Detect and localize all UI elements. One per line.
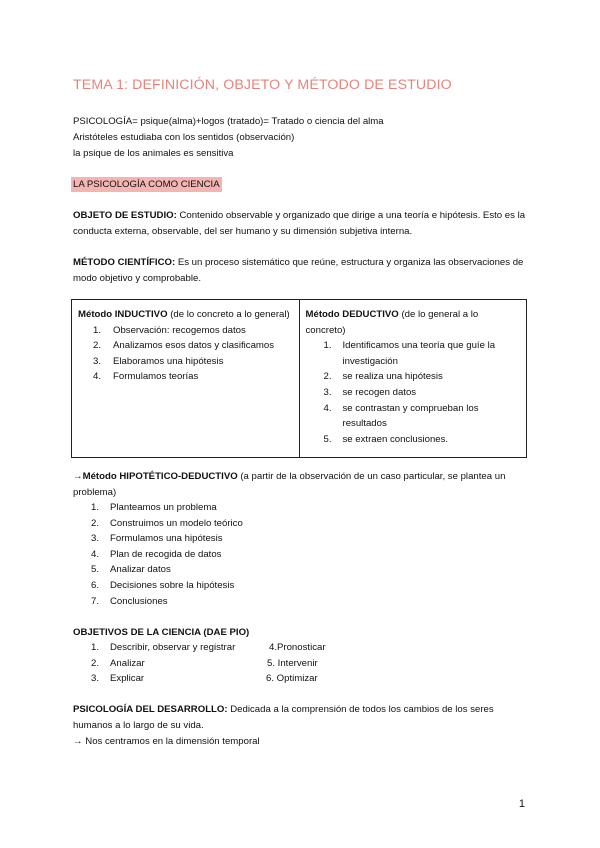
deductivo-heading xyxy=(306,307,521,338)
section-heading xyxy=(71,177,222,193)
desarrollo-label: PSICOLOGÍA DEL DESARROLLO: xyxy=(73,704,228,715)
list-item: 4. Plan de recogida de datos xyxy=(91,548,222,560)
list-item: 3. Explicar xyxy=(91,673,145,685)
objetivos-heading-label: OBJETIVOS DE LA CIENCIA (DAE PIO) xyxy=(73,627,250,638)
methods-table xyxy=(71,299,527,458)
inductivo-desc: (de lo concreto a lo general) xyxy=(167,309,290,320)
arrow-icon: → xyxy=(73,471,83,482)
list-item: 5. se extraen conclusiones. xyxy=(323,433,449,445)
list-item: 1. Planteamos un problema xyxy=(91,502,217,513)
list-item: 1. Describir, observar y registrar xyxy=(91,642,236,653)
objeto-label: OBJETO DE ESTUDIO: xyxy=(73,210,177,221)
objetivo-5: 5. Intervenir xyxy=(267,658,318,669)
inductivo-list xyxy=(78,323,293,385)
list-item: 3. Elaboramos una hipótesis xyxy=(93,355,224,367)
objeto-paragraph xyxy=(73,208,531,239)
intro-line-2: Aristóteles estudiaba con los sentidos (observación) xyxy=(73,132,295,143)
desarrollo-paragraph xyxy=(73,702,513,733)
deductivo-cell xyxy=(299,300,527,458)
section-heading-label: LA PSICOLOGÍA COMO CIENCIA xyxy=(73,179,220,190)
hipotetico-heading xyxy=(73,469,531,500)
list-item: 2. Construimos un modelo teórico xyxy=(91,517,243,529)
list-item: 6. Decisiones sobre la hipótesis xyxy=(91,579,235,591)
intro-line-3: la psique de los animales es sensitiva xyxy=(73,148,234,159)
list-item: 5. Analizar datos xyxy=(91,564,171,576)
hipotetico-label: Método HIPOTÉTICO-DEDUCTIVO xyxy=(82,471,238,482)
intro-line-1: PSICOLOGÍA= psique(alma)+logos (tratado)= Tratado o ciencia del alma xyxy=(73,116,384,127)
objetivo-6: 6. Optimizar xyxy=(266,673,318,684)
metodo-cientifico-paragraph xyxy=(73,255,531,286)
list-item: 4. se contrastan y comprueban los resultados xyxy=(323,402,479,430)
deductivo-desc: (de lo general a lo concreto) xyxy=(305,309,479,336)
page-title: TEMA 1: DEFINICIÓN, OBJETO Y MÉTODO DE ESTUDIO xyxy=(73,77,452,93)
list-item: 1. Identificamos una teoría que guíe la investigación xyxy=(323,340,496,367)
list-item: 3. Formulamos una hipótesis xyxy=(91,533,223,545)
hipotetico-desc: (a partir de la observación de un caso particular, se plantea un problema) xyxy=(73,471,506,498)
list-item: 4. Formulamos teorías xyxy=(93,371,199,383)
list-item: 3. se recogen datos xyxy=(323,386,417,398)
list-item: 2. Analizamos esos datos y clasificamos xyxy=(93,340,275,352)
list-item: 7. Conclusiones xyxy=(91,595,168,607)
list-item: 2. Analizar xyxy=(91,657,145,669)
inductivo-heading xyxy=(78,307,293,323)
objetivo-4: 4.Pronosticar xyxy=(269,642,326,653)
metodo-cientifico-label: MÉTODO CIENTÍFICO: xyxy=(73,257,176,268)
deductivo-label: Método DEDUCTIVO xyxy=(305,309,399,320)
metodo-cientifico-text: Es un proceso sistemático que reúne, estructura y organiza las observaciones de modo objetivo y comprobable. xyxy=(73,257,524,284)
inductivo-cell xyxy=(72,300,300,458)
list-item: 1. Observación: recogemos datos xyxy=(93,324,246,336)
objetivos-heading xyxy=(73,625,249,641)
objeto-text: Contenido observable y organizado que dirige a una teoría e hipótesis. Esto es la conducta externa, observable, del ser humano y su dimensión subjetiva interna. xyxy=(73,210,526,237)
objetivos-list-left xyxy=(91,640,235,687)
deductivo-list xyxy=(306,338,521,447)
hipotetico-list xyxy=(91,500,243,609)
inductivo-label: Método INDUCTIVO xyxy=(78,309,168,320)
list-item: 2. se realiza una hipótesis xyxy=(323,371,443,383)
desarrollo-note: → Nos centramos en la dimensión temporal xyxy=(73,736,260,747)
page-number: 1 xyxy=(518,798,525,810)
desarrollo-text: Dedicada a la comprensión de todos los cambios de los seres humanos a lo largo de su vida. xyxy=(73,704,494,731)
